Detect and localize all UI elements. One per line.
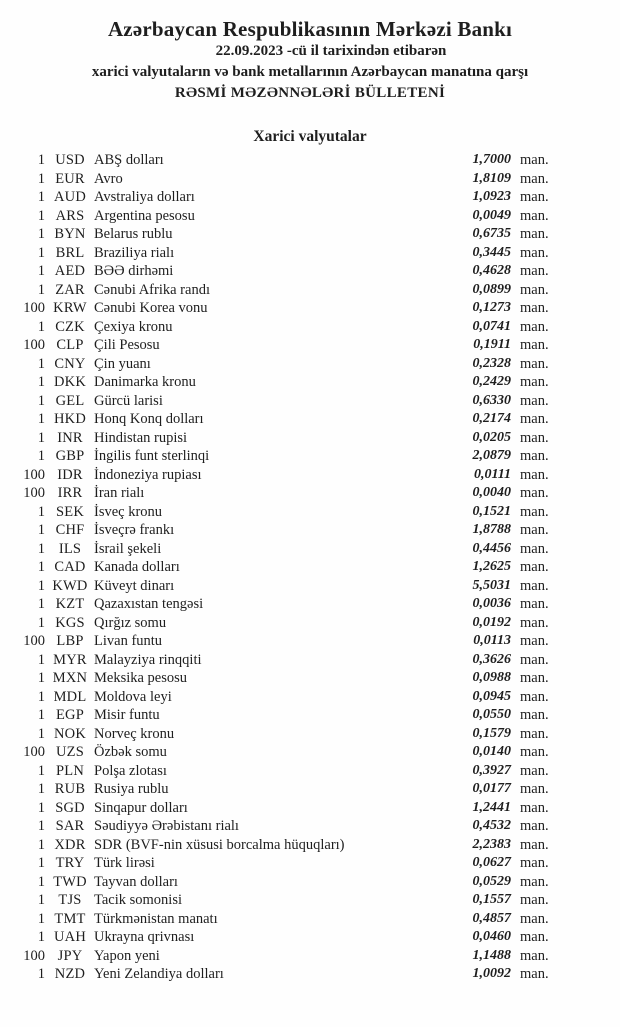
currency-code-cell: HKD: [53, 411, 86, 427]
currency-code-cell: SEK: [56, 503, 84, 520]
quantity-cell: 100: [23, 300, 45, 316]
table-row: [0, 466, 620, 485]
effective-date-line: 22.09.2023 -cü il tarixindən etibarən: [215, 43, 447, 59]
table-row: [0, 799, 620, 818]
currency-code-cell: KGS: [55, 614, 85, 631]
table-row: [0, 410, 620, 429]
currency-name-cell: Yeni Zelandiya dolları: [94, 966, 224, 982]
table-row: [0, 873, 620, 892]
currency-name-cell: Sinqapur dolları: [94, 799, 188, 816]
rate-cell: 1,8109: [472, 170, 511, 186]
unit-cell: man.: [520, 799, 549, 816]
rate-cell: 0,0040: [472, 485, 511, 500]
unit-cell: man.: [520, 762, 549, 779]
table-row: [0, 743, 620, 762]
currency-code-cell: NZD: [54, 966, 86, 982]
unit-cell: man.: [520, 152, 549, 168]
currency-name-cell: Özbək somu: [94, 744, 167, 760]
table-row: [0, 281, 620, 300]
table-row: [0, 725, 620, 744]
quantity-cell: 1: [37, 503, 45, 520]
quantity-cell: 1: [37, 170, 45, 187]
table-row: [0, 762, 620, 781]
quantity-cell: 100: [23, 947, 45, 964]
unit-cell: man.: [520, 226, 549, 242]
quantity-cell: 1: [37, 374, 45, 390]
unit-cell: man.: [520, 596, 549, 612]
subtitle-line: xarici valyutaların və bank metallarının Azərbaycan manatına qarşı: [91, 64, 529, 80]
quantity-cell: 1: [37, 910, 45, 927]
unit-cell: man.: [520, 263, 549, 279]
quantity-cell: 1: [37, 189, 45, 205]
currency-name-cell: Cənubi Afrika randı: [94, 281, 210, 298]
currency-name-cell: Səudiyyə Ərəbistanı rialı: [94, 818, 239, 834]
unit-cell: man.: [520, 614, 549, 631]
currency-code-cell: ILS: [58, 540, 82, 557]
quantity-cell: 1: [37, 818, 45, 834]
rate-cell: 5,5031: [472, 577, 511, 593]
quantity-cell: 1: [37, 762, 45, 779]
unit-cell: man.: [520, 670, 549, 686]
quantity-cell: 1: [37, 355, 45, 372]
quantity-cell: 1: [37, 522, 45, 538]
quantity-cell: 100: [23, 633, 45, 649]
rate-cell: 0,0460: [472, 929, 511, 944]
rate-cell: 0,0036: [472, 596, 511, 611]
currency-name-cell: Çili Pesosu: [94, 337, 160, 353]
currency-code-cell: BRL: [55, 244, 85, 261]
rate-cell: 0,1579: [472, 725, 511, 741]
quantity-cell: 1: [37, 781, 45, 797]
bank-title: Azərbaycan Respublikasının Mərkəzi Bankı: [107, 17, 513, 41]
table-row: [0, 632, 620, 651]
currency-name-cell: Qırğız somu: [94, 614, 167, 631]
quantity-cell: 1: [37, 429, 45, 446]
unit-cell: man.: [520, 707, 549, 723]
quantity-cell: 1: [37, 411, 45, 427]
currency-code-cell: CLP: [56, 337, 84, 353]
currency-name-cell: Norveç kronu: [94, 725, 175, 742]
currency-name-cell: Yapon yeni: [94, 947, 160, 964]
quantity-cell: 1: [37, 929, 45, 945]
rate-cell: 0,0550: [472, 707, 511, 722]
unit-cell: man.: [520, 244, 549, 261]
currency-name-cell: Qazaxıstan tengəsi: [94, 596, 204, 612]
bulletin-title: RƏSMİ MƏZƏNNƏLƏRİ BÜLLETENİ: [174, 85, 446, 101]
rate-cell: 0,1557: [472, 892, 511, 907]
currency-name-cell: Tayvan dolları: [94, 873, 178, 890]
currency-name-cell: Türk lirəsi: [94, 855, 155, 871]
currency-code-cell: SGD: [55, 799, 85, 816]
quantity-cell: 1: [37, 559, 45, 575]
table-row: [0, 170, 620, 189]
quantity-cell: 1: [37, 207, 45, 224]
table-row: [0, 965, 620, 984]
currency-name-cell: Avstraliya dolları: [94, 189, 195, 205]
quantity-cell: 1: [37, 577, 45, 594]
unit-cell: man.: [520, 207, 549, 224]
rate-cell: 0,0205: [472, 429, 511, 445]
rate-cell: 2,0879: [472, 448, 511, 463]
currency-code-cell: PLN: [56, 762, 84, 779]
unit-cell: man.: [520, 485, 549, 501]
currency-name-cell: Tacik somonisi: [94, 892, 182, 908]
currency-name-cell: SDR (BVF-nin xüsusi borcalma hüquqları): [94, 836, 345, 853]
currency-code-cell: XDR: [54, 836, 86, 853]
unit-cell: man.: [520, 725, 549, 742]
quantity-cell: 1: [37, 614, 45, 631]
rate-cell: 0,0899: [472, 281, 511, 297]
unit-cell: man.: [520, 873, 549, 890]
currency-code-cell: UZS: [56, 744, 84, 760]
rate-cell: 1,1488: [472, 947, 511, 963]
quantity-cell: 1: [37, 873, 45, 890]
section-title-foreign-currencies: Xarici valyutalar: [253, 128, 367, 145]
rate-cell: 0,4857: [472, 910, 511, 926]
currency-code-cell: BYN: [54, 226, 86, 242]
currency-code-cell: NOK: [53, 725, 86, 742]
table-row: [0, 947, 620, 966]
rate-cell: 0,0741: [472, 318, 511, 334]
table-row: [0, 151, 620, 170]
unit-cell: man.: [520, 411, 549, 427]
unit-cell: man.: [520, 374, 549, 390]
currency-code-cell: SAR: [55, 818, 85, 834]
currency-name-cell: Argentina pesosu: [94, 207, 195, 224]
unit-cell: man.: [520, 688, 549, 705]
unit-cell: man.: [520, 818, 549, 834]
currency-code-cell: ZAR: [55, 281, 85, 298]
unit-cell: man.: [520, 892, 549, 908]
currency-code-cell: CAD: [54, 559, 86, 575]
rate-cell: 1,8788: [472, 522, 511, 537]
rate-cell: 1,0092: [472, 966, 511, 981]
unit-cell: man.: [520, 503, 549, 520]
currency-name-cell: İsrail şekeli: [94, 540, 162, 557]
quantity-cell: 100: [23, 485, 45, 501]
currency-name-cell: Avro: [94, 170, 123, 187]
currency-code-cell: IDR: [57, 466, 83, 483]
currency-name-cell: Ukrayna qrivnası: [94, 929, 195, 945]
currency-code-cell: KWD: [52, 577, 88, 594]
quantity-cell: 1: [37, 226, 45, 242]
currency-code-cell: TRY: [55, 855, 85, 871]
table-row: [0, 188, 620, 207]
quantity-cell: 1: [37, 281, 45, 298]
currency-code-cell: MYR: [53, 651, 87, 668]
rate-cell: 0,4456: [472, 540, 511, 556]
quantity-cell: 1: [37, 448, 45, 464]
rate-cell: 0,0945: [472, 688, 511, 704]
currency-name-cell: Cənubi Korea vonu: [94, 300, 208, 316]
unit-cell: man.: [520, 355, 549, 372]
rate-cell: 0,0192: [472, 614, 511, 630]
currency-code-cell: ARS: [55, 207, 85, 224]
rate-cell: 0,0111: [474, 466, 511, 482]
table-row: [0, 207, 620, 226]
quantity-cell: 1: [37, 318, 45, 335]
table-row: [0, 392, 620, 411]
currency-code-cell: JPY: [57, 947, 83, 964]
currency-name-cell: Türkmənistan manatı: [94, 910, 218, 927]
table-row: [0, 558, 620, 577]
currency-name-cell: Kanada dolları: [94, 559, 180, 575]
rate-cell: 2,2383: [472, 836, 511, 852]
quantity-cell: 1: [37, 152, 45, 168]
currency-name-cell: Moldova leyi: [94, 688, 172, 705]
rate-cell: 1,2625: [472, 559, 511, 574]
currency-code-cell: RUB: [54, 781, 86, 797]
table-row: [0, 318, 620, 337]
currency-code-cell: KRW: [53, 300, 87, 316]
quantity-cell: 1: [37, 855, 45, 871]
quantity-cell: 100: [23, 466, 45, 483]
currency-code-cell: KZT: [55, 596, 85, 612]
currency-code-cell: TMT: [54, 910, 86, 927]
table-row: [0, 836, 620, 855]
rate-cell: 0,3445: [472, 244, 511, 260]
quantity-cell: 100: [23, 744, 45, 760]
table-row: [0, 503, 620, 522]
currency-name-cell: Misir funtu: [94, 707, 160, 723]
currency-name-cell: Honq Konq dolları: [94, 411, 204, 427]
currency-name-cell: İsveç kronu: [94, 503, 163, 520]
rate-cell: 0,0049: [472, 207, 511, 223]
unit-cell: man.: [520, 466, 549, 483]
currency-code-cell: IRR: [57, 485, 83, 501]
currency-code-cell: USD: [55, 152, 85, 168]
unit-cell: man.: [520, 337, 549, 353]
unit-cell: man.: [520, 910, 549, 927]
currency-code-cell: TWD: [53, 873, 87, 890]
table-row: [0, 688, 620, 707]
quantity-cell: 1: [37, 244, 45, 261]
currency-name-cell: İsveçrə frankı: [94, 522, 175, 538]
currency-name-cell: Meksika pesosu: [94, 670, 188, 686]
unit-cell: man.: [520, 947, 549, 964]
currency-code-cell: GBP: [55, 448, 85, 464]
table-row: [0, 484, 620, 503]
rate-cell: 1,0923: [472, 189, 511, 204]
table-row: [0, 669, 620, 688]
quantity-cell: 1: [37, 263, 45, 279]
rate-cell: 0,1273: [472, 300, 511, 315]
currency-code-cell: TJS: [58, 892, 82, 908]
table-row: [0, 891, 620, 910]
quantity-cell: 1: [37, 966, 45, 982]
quantity-cell: 1: [37, 596, 45, 612]
rate-cell: 0,0140: [472, 744, 511, 759]
rate-cell: 0,0113: [473, 633, 511, 648]
table-row: [0, 595, 620, 614]
table-row: [0, 651, 620, 670]
quantity-cell: 1: [37, 651, 45, 668]
unit-cell: man.: [520, 429, 549, 446]
currency-code-cell: MDL: [53, 688, 87, 705]
table-row: [0, 429, 620, 448]
rate-cell: 0,3927: [472, 762, 511, 778]
unit-cell: man.: [520, 300, 549, 316]
currency-table: [0, 151, 620, 984]
currency-name-cell: Gürcü larisi: [94, 392, 163, 409]
table-row: [0, 521, 620, 540]
rate-cell: 0,0177: [472, 781, 511, 796]
rate-cell: 0,2429: [472, 374, 511, 389]
currency-code-cell: AED: [54, 263, 86, 279]
rate-cell: 0,3626: [472, 651, 511, 667]
rate-cell: 1,2441: [472, 799, 511, 815]
unit-cell: man.: [520, 318, 549, 335]
table-row: [0, 447, 620, 466]
quantity-cell: 1: [37, 670, 45, 686]
quantity-cell: 1: [37, 707, 45, 723]
currency-name-cell: Belarus rublu: [94, 226, 173, 242]
rate-cell: 0,1911: [473, 337, 511, 352]
table-row: [0, 780, 620, 799]
quantity-cell: 1: [37, 799, 45, 816]
currency-name-cell: Livan funtu: [94, 633, 163, 649]
rate-cell: 0,4532: [472, 818, 511, 833]
rate-cell: 0,0529: [472, 873, 511, 889]
currency-code-cell: AUD: [53, 189, 86, 205]
rate-cell: 0,1521: [472, 503, 511, 519]
unit-cell: man.: [520, 781, 549, 797]
unit-cell: man.: [520, 744, 549, 760]
unit-cell: man.: [520, 540, 549, 557]
unit-cell: man.: [520, 392, 549, 409]
unit-cell: man.: [520, 651, 549, 668]
currency-name-cell: Danimarka kronu: [94, 374, 196, 390]
document-header: [0, 0, 620, 104]
currency-name-cell: Rusiya rublu: [94, 781, 169, 797]
currency-name-cell: ABŞ dolları: [94, 152, 164, 168]
rate-cell: 0,2328: [472, 355, 511, 371]
unit-cell: man.: [520, 170, 549, 187]
table-row: [0, 336, 620, 355]
currency-code-cell: GEL: [55, 392, 85, 409]
table-row: [0, 355, 620, 374]
unit-cell: man.: [520, 189, 549, 205]
currency-code-cell: EGP: [56, 707, 84, 723]
table-row: [0, 244, 620, 263]
table-row: [0, 910, 620, 929]
unit-cell: man.: [520, 855, 549, 871]
quantity-cell: 100: [23, 337, 45, 353]
currency-code-cell: CHF: [55, 522, 85, 538]
currency-code-cell: INR: [57, 429, 83, 446]
currency-code-cell: LBP: [56, 633, 84, 649]
currency-code-cell: CZK: [55, 318, 85, 335]
rate-cell: 0,6330: [472, 392, 511, 408]
rate-cell: 0,4628: [472, 263, 511, 278]
table-row: [0, 225, 620, 244]
quantity-cell: 1: [37, 725, 45, 742]
table-row: [0, 299, 620, 318]
rate-cell: 0,2174: [472, 411, 511, 426]
rate-cell: 0,0627: [472, 855, 511, 870]
currency-name-cell: Çin yuanı: [94, 355, 151, 372]
currency-name-cell: İndoneziya rupiası: [94, 466, 202, 483]
quantity-cell: 1: [37, 836, 45, 853]
table-row: [0, 706, 620, 725]
table-row: [0, 817, 620, 836]
quantity-cell: 1: [37, 540, 45, 557]
currency-name-cell: Küveyt dinarı: [94, 577, 175, 594]
currency-name-cell: BƏƏ dirhəmi: [94, 263, 174, 279]
table-row: [0, 373, 620, 392]
currency-name-cell: Çexiya kronu: [94, 318, 173, 335]
currency-name-cell: Hindistan rupisi: [94, 429, 188, 446]
unit-cell: man.: [520, 281, 549, 298]
quantity-cell: 1: [37, 688, 45, 705]
unit-cell: man.: [520, 633, 549, 649]
rate-cell: 0,0988: [472, 670, 511, 685]
rate-cell: 1,7000: [472, 152, 511, 167]
currency-name-cell: Braziliya rialı: [94, 244, 175, 261]
unit-cell: man.: [520, 448, 549, 464]
rate-cell: 0,6735: [472, 226, 511, 241]
table-row: [0, 540, 620, 559]
currency-code-cell: MXN: [52, 670, 88, 686]
currency-code-cell: UAH: [53, 929, 86, 945]
table-row: [0, 614, 620, 633]
currency-name-cell: Polşa zlotası: [94, 762, 167, 779]
unit-cell: man.: [520, 522, 549, 538]
unit-cell: man.: [520, 929, 549, 945]
currency-code-cell: DKK: [53, 374, 86, 390]
unit-cell: man.: [520, 966, 549, 982]
unit-cell: man.: [520, 836, 549, 853]
unit-cell: man.: [520, 577, 549, 594]
currency-name-cell: Malayziya rinqqiti: [94, 651, 202, 668]
quantity-cell: 1: [37, 392, 45, 409]
unit-cell: man.: [520, 559, 549, 575]
currency-name-cell: İran rialı: [94, 485, 145, 501]
currency-code-cell: EUR: [55, 170, 85, 187]
table-row: [0, 262, 620, 281]
table-row: [0, 854, 620, 873]
table-row: [0, 928, 620, 947]
table-row: [0, 577, 620, 596]
quantity-cell: 1: [37, 892, 45, 908]
currency-code-cell: CNY: [54, 355, 86, 372]
currency-name-cell: İngilis funt sterlinqi: [94, 448, 210, 464]
